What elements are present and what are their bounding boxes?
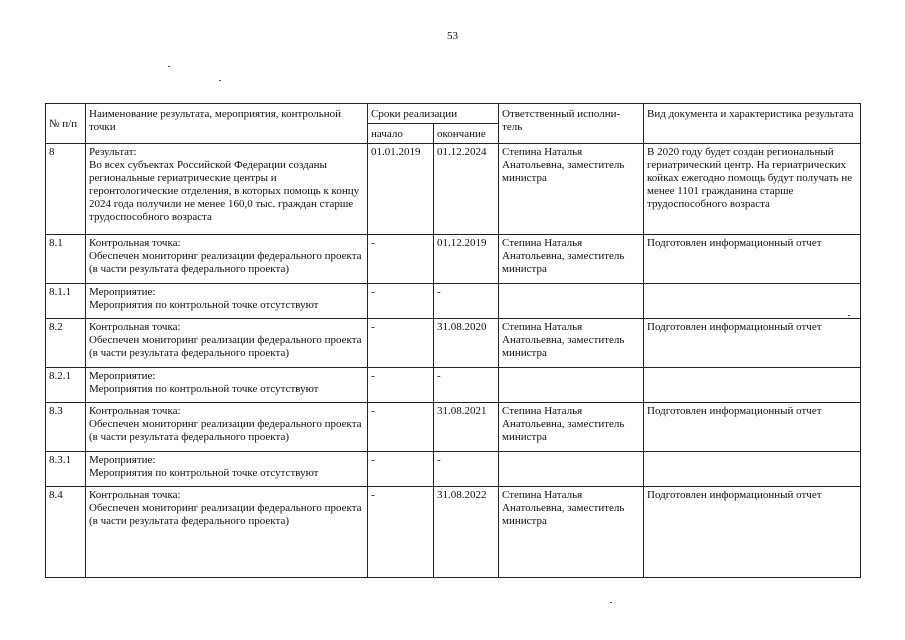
row-number: 8.3 [46,403,86,452]
row-title: Контрольная точка: [89,489,181,501]
row-title: Контрольная точка: [89,321,181,333]
row-number: 8.4 [46,487,86,578]
row-name-cell [86,487,368,578]
row-start: - [368,319,434,368]
row-start: - [368,403,434,452]
implementation-plan-table [45,103,861,578]
row-number: 8.2 [46,319,86,368]
table-row [46,319,861,368]
row-text: Мероприятия по контрольной точке отсутствуют [89,299,319,311]
header-end: окончание [434,124,499,144]
row-responsible: Степина Наталья Анатольевна, заместитель министра [499,144,644,235]
header-num: № п/п [46,104,86,144]
header-start: начало [368,124,434,144]
row-end: - [434,452,499,487]
table-row [46,403,861,452]
row-name-cell [86,144,368,235]
row-document: Подготовлен информационный отчет [644,403,861,452]
page-number: 53 [447,30,458,42]
scan-speck [610,602,612,603]
row-title: Результат: [89,146,137,158]
scan-speck [219,80,221,81]
row-number: 8.1 [46,235,86,284]
row-number: 8.2.1 [46,368,86,403]
row-start: 01.01.2019 [368,144,434,235]
table-row [46,452,861,487]
table-row [46,144,861,235]
row-number: 8.3.1 [46,452,86,487]
header-name: Наименование результата, мероприятия, контрольной точки [86,104,368,144]
row-document [644,284,861,319]
row-responsible: Степина Наталья Анатольевна, заместитель министра [499,235,644,284]
row-end: - [434,284,499,319]
row-text: Мероприятия по контрольной точке отсутствуют [89,383,319,395]
row-end: 01.12.2024 [434,144,499,235]
row-responsible [499,452,644,487]
row-start: - [368,452,434,487]
row-title: Мероприятие: [89,286,156,298]
table-row [46,368,861,403]
header-responsible: Ответственный исполни-тель [499,104,644,144]
row-responsible [499,284,644,319]
row-start: - [368,235,434,284]
row-name-cell [86,368,368,403]
row-document: Подготовлен информационный отчет [644,235,861,284]
row-number: 8.1.1 [46,284,86,319]
row-responsible [499,368,644,403]
row-document: Подготовлен информационный отчет [644,487,861,578]
table-row [46,235,861,284]
header-terms: Сроки реализации [368,104,499,124]
row-number: 8 [46,144,86,235]
row-document [644,452,861,487]
row-name-cell [86,319,368,368]
row-responsible: Степина Наталья Анатольевна, заместитель министра [499,319,644,368]
row-text: Обеспечен мониторинг реализации федерального проекта (в части результата федерального проекта) [89,418,362,443]
row-responsible: Степина Наталья Анатольевна, заместитель министра [499,487,644,578]
row-document: Подготовлен информационный отчет [644,319,861,368]
row-end: 01.12.2019 [434,235,499,284]
row-text: Мероприятия по контрольной точке отсутствуют [89,467,319,479]
header-document: Вид документа и характеристика результата [644,104,861,144]
scan-speck [168,66,170,67]
row-name-cell [86,403,368,452]
row-title: Мероприятие: [89,454,156,466]
row-text: Во всех субъектах Российской Федерации созданы региональные гериатрические центры и геронтологические отделения, в которых помощь к концу 2024 года получили не менее 160,0 тыс. граждан старше трудоспособного возраста [89,159,360,223]
row-text: Обеспечен мониторинг реализации федерального проекта (в части результата федерального проекта) [89,502,362,527]
row-start: - [368,368,434,403]
row-end: 31.08.2020 [434,319,499,368]
table-row [46,284,861,319]
row-end: - [434,368,499,403]
row-end: 31.08.2021 [434,403,499,452]
row-title: Мероприятие: [89,370,156,382]
row-responsible: Степина Наталья Анатольевна, заместитель министра [499,403,644,452]
row-start: - [368,284,434,319]
row-end: 31.08.2022 [434,487,499,578]
row-name-cell [86,452,368,487]
row-text: Обеспечен мониторинг реализации федерального проекта (в части результата федерального проекта) [89,334,362,359]
row-title: Контрольная точка: [89,237,181,249]
row-name-cell [86,235,368,284]
row-start: - [368,487,434,578]
row-document [644,368,861,403]
row-text: Обеспечен мониторинг реализации федерального проекта (в части результата федерального проекта) [89,250,362,275]
row-title: Контрольная точка: [89,405,181,417]
row-name-cell [86,284,368,319]
table-row [46,487,861,578]
row-document: В 2020 году будет создан региональный гериатрический центр. На гериатрических койках ежегодно помощь будут получать не менее 1101 гражданина старше трудоспособного возраста [644,144,861,235]
